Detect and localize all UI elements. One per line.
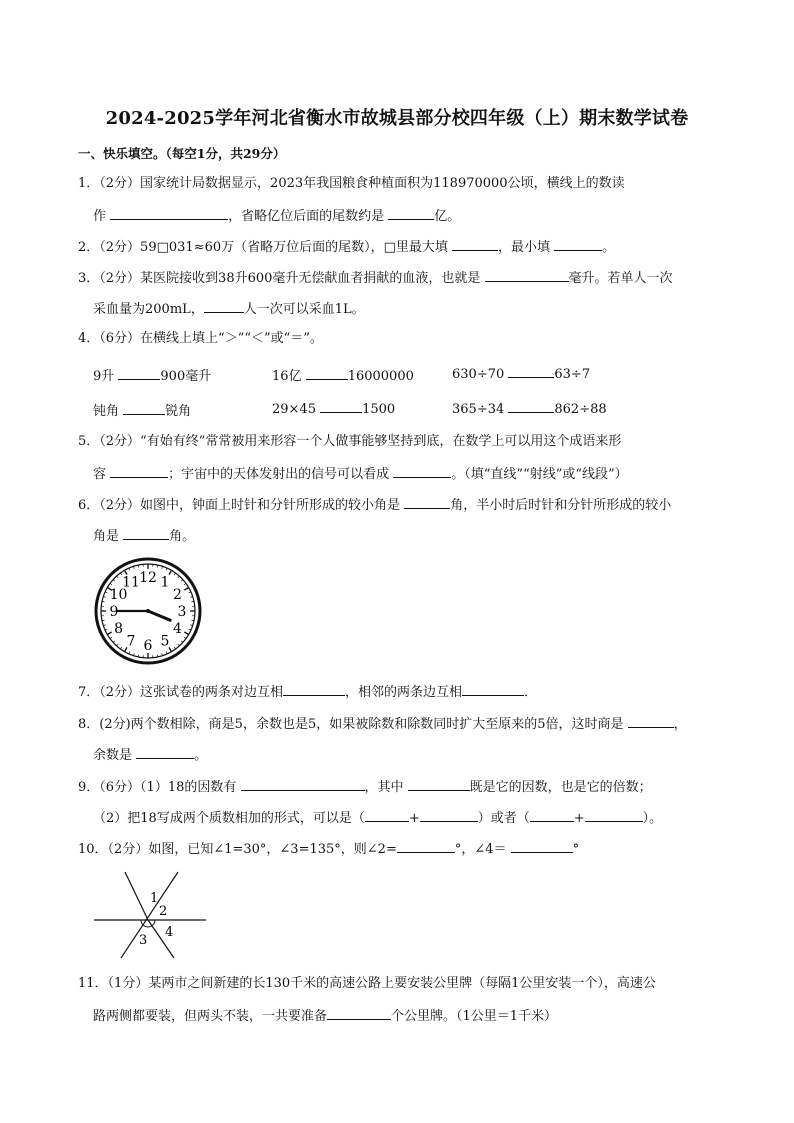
answer-blank[interactable] [397, 840, 455, 853]
answer-blank[interactable] [283, 683, 345, 696]
q4-item: 29×45 1500 [272, 402, 396, 417]
clock-tick [178, 644, 180, 646]
clock-tick [129, 652, 130, 654]
answer-blank[interactable] [320, 400, 362, 413]
q7-text: ，相邻的两条边互相 [345, 685, 463, 700]
q1-line1: 1．（2分）国家统计局数据显示，2023年我国粮食种植面积为118970000公顷，横线上的数读 [78, 176, 625, 191]
angle-label-3: 3 [139, 933, 148, 948]
q9-text: + [573, 811, 585, 826]
q2-text: ，最小填 [498, 240, 555, 255]
q9-text: + [408, 811, 420, 826]
answer-blank[interactable] [393, 465, 451, 478]
clock-tick [166, 568, 167, 570]
q8-text: 余数是 [93, 748, 137, 763]
q4-item: 钝角 锐角 [93, 404, 192, 419]
angle-label-1: 1 [150, 891, 159, 906]
q9-text: （2）把18写成两个质数相加的形式，可以是（ [93, 811, 365, 826]
clock-tick [189, 629, 191, 630]
q10-text: ° [572, 842, 580, 857]
q9-text: ）或者（ [477, 811, 530, 826]
q6-text: 角是 [93, 529, 124, 544]
q4-item: 365÷34 862÷88 [452, 402, 607, 417]
q4-item: 9升 900毫升 [93, 369, 212, 384]
q3-line2 [93, 300, 365, 318]
q4-heading: 4．（6分）在横线上填上“＞”“＜”或“＝”。 [78, 331, 323, 346]
clock-tick [129, 568, 130, 570]
clock-number: 11 [122, 574, 140, 591]
q9-text: 既是它的因数，也是它的倍数； [469, 780, 652, 795]
q9-line1 [78, 778, 652, 796]
clock-tick [120, 647, 121, 649]
q4-item: 16亿 16000000 [272, 369, 414, 384]
q3-text: 3．（2分）某医院接收到38升600毫升无偿献血者捐献的血液，也就是 [78, 271, 485, 286]
hour-hand [148, 611, 170, 620]
answer-blank[interactable] [585, 809, 643, 822]
answer-blank[interactable] [462, 683, 524, 696]
answer-blank[interactable] [123, 527, 169, 540]
q3-line1 [78, 269, 673, 287]
answer-blank[interactable] [408, 778, 470, 791]
clock-number: 8 [114, 621, 124, 637]
q10-line [78, 840, 579, 858]
answer-blank[interactable] [327, 1007, 391, 1020]
page-title: 2024-2025学年河北省衡水市故城县部分校四年级（上）期末数学试卷 [105, 108, 689, 129]
crossing-line [121, 872, 178, 958]
q6-line2 [93, 527, 195, 545]
q4-item: 630÷70 63÷7 [452, 367, 591, 382]
q7-text: 7．（2分）这张试卷的两条对边互相 [78, 685, 284, 700]
clock-tick [113, 580, 115, 582]
clock-number: 3 [177, 604, 187, 620]
q10-text: 10．（2分）如图，已知∠1=30°，∠3=135°，则∠2= [78, 842, 397, 857]
q11-text: 路两侧都要装，但两头不装，一共要准备 [93, 1009, 328, 1024]
answer-blank[interactable] [485, 269, 569, 282]
q8-line1 [78, 715, 687, 733]
q8-text: ， [673, 717, 687, 732]
answer-blank[interactable] [136, 746, 194, 759]
q6-line1 [78, 496, 671, 514]
clock-tick [117, 644, 119, 646]
clock-figure [93, 556, 203, 666]
q3-text: 人一次可以采血1L。 [243, 302, 365, 317]
clock-tick [110, 637, 112, 638]
angle-label-4: 4 [165, 925, 174, 940]
q9-line2 [93, 809, 662, 827]
q1-text: 作 [93, 209, 111, 224]
q5-line2 [93, 465, 628, 483]
answer-blank[interactable] [241, 778, 365, 791]
clock-tick [105, 592, 107, 593]
q3-text: 采血量为200mL， [93, 302, 204, 317]
q9-text: 9．（6分）（1）18的因数有 [78, 780, 241, 795]
clock-tick [107, 632, 111, 635]
q5-line1: 5．（2分）“有始有终”常常被用来形容一个人做事能够坚持到底，在数学上可以用这个成语来形 [78, 434, 622, 449]
answer-blank[interactable] [306, 367, 348, 380]
answer-blank[interactable] [554, 238, 602, 251]
answer-blank[interactable] [628, 715, 674, 728]
q5-text: ；宇宙中的天体发射出的信号可以看成 [168, 467, 394, 482]
clock-tick [178, 576, 180, 578]
clock-tick [184, 583, 186, 584]
answer-blank[interactable] [508, 365, 554, 378]
clock-tick [110, 583, 112, 584]
clock-number: 12 [139, 570, 157, 586]
q11-line1: 11．（1分）某两市之间新建的长130千米的高速公路上要安装公里牌（每隔1公里安装一个），高速公 [78, 976, 656, 991]
ray-upper-left [125, 872, 148, 920]
q11-line2 [93, 1007, 557, 1025]
answer-blank[interactable] [508, 400, 554, 413]
q10-text: °，∠4＝ [454, 842, 511, 857]
q9-text: ）。 [642, 811, 663, 826]
clock-number: 6 [143, 638, 153, 654]
clock-tick [113, 641, 115, 643]
answer-blank[interactable] [404, 496, 450, 509]
q1-line2 [93, 207, 460, 225]
clock-number: 1 [160, 574, 170, 591]
q7-line [78, 683, 537, 701]
clock-number: 5 [160, 633, 170, 650]
clock-number: 2 [172, 587, 182, 603]
answer-blank[interactable] [118, 367, 160, 380]
clock-tick [184, 632, 188, 635]
q2-text: 2．（2分）59□031≈60万（省略万位后面的尾数），□里最大填 [78, 240, 453, 255]
clock-tick [174, 573, 175, 575]
clock-tick [184, 588, 188, 591]
clock-tick [189, 592, 191, 593]
q11-text: 个公里牌。（1公里＝1千米） [391, 1009, 558, 1024]
q2-text: 。 [602, 240, 616, 255]
answer-blank[interactable] [420, 809, 478, 822]
q5-text: 。（填“直线”“射线”或“线段”） [451, 467, 628, 482]
q8-text: 8．(2分)两个数相除，商是5，余数也是5，如果被除数和除数同时扩大至原来的5倍，这时商是 [78, 717, 628, 732]
q3-text: 毫升。若单人一次 [568, 271, 673, 286]
clock-number: 9 [109, 604, 119, 620]
clock-tick [117, 576, 119, 578]
q9-text: ，其中 [364, 780, 408, 795]
clock-tick [181, 641, 183, 643]
q8-line2 [93, 746, 207, 764]
answer-blank[interactable] [365, 809, 409, 822]
angle-label-2: 2 [159, 904, 168, 919]
answer-blank[interactable] [388, 207, 434, 220]
answer-blank[interactable] [204, 300, 244, 313]
answer-blank[interactable] [530, 809, 574, 822]
clock-number: 7 [126, 633, 136, 650]
q6-text: 6．（2分）如图中，钟面上时针和分针所形成的较小角是 [78, 498, 405, 513]
q2-line [78, 238, 615, 256]
clock-tick [184, 637, 186, 638]
q1-text: 亿。 [434, 209, 461, 224]
clock-number: 4 [172, 621, 182, 637]
clock-center [146, 609, 150, 613]
q1-text: ，省略亿位后面的尾数约是 [228, 209, 389, 224]
q6-text: 角。 [169, 529, 196, 544]
answer-blank[interactable] [110, 207, 228, 220]
clock-number: 10 [109, 587, 128, 603]
q8-text: 。 [194, 748, 208, 763]
answer-blank[interactable] [452, 238, 498, 251]
section-heading: 一、快乐填空。（每空1分，共29分） [78, 146, 286, 161]
clock-tick [181, 580, 183, 582]
clock-tick [166, 652, 167, 654]
clock-tick [174, 647, 175, 649]
clock-tick [105, 629, 107, 630]
answer-blank[interactable] [123, 402, 165, 415]
q5-text: 容 [93, 467, 111, 482]
answer-blank[interactable] [511, 840, 573, 853]
q6-text: 角，半小时后时针和分针所形成的较小 [450, 498, 672, 513]
angle-figure [92, 866, 210, 960]
q7-text: ． [524, 685, 538, 700]
answer-blank[interactable] [110, 465, 168, 478]
